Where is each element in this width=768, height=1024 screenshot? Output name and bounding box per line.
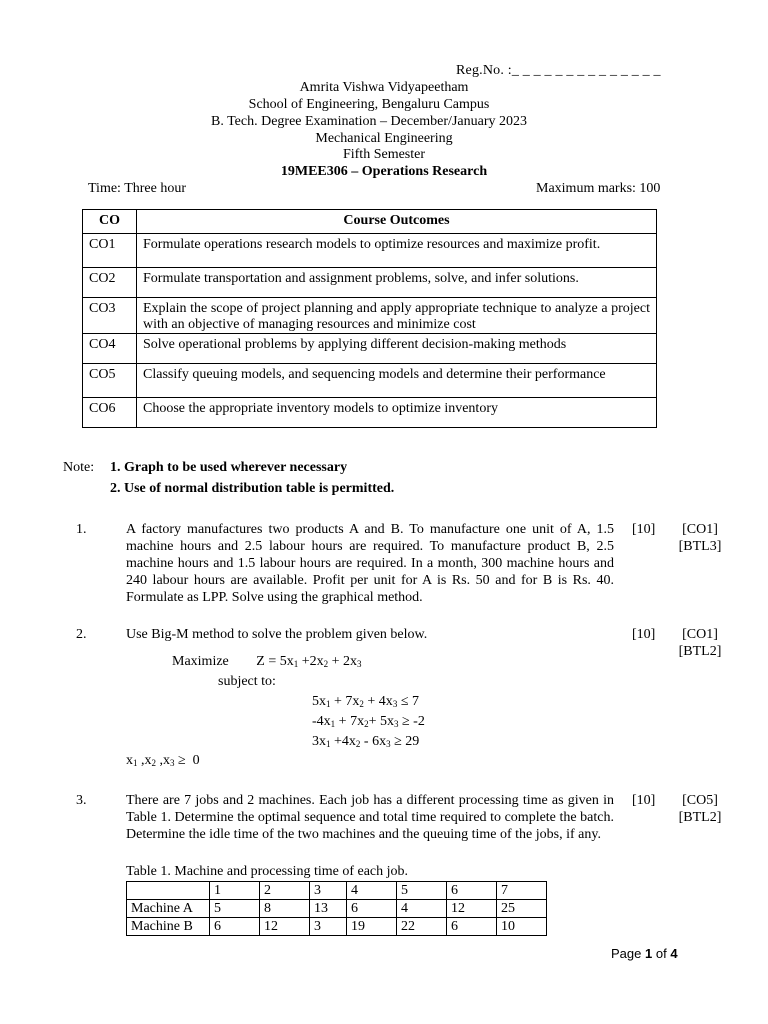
reg-no: Reg.No. :_ _ _ _ _ _ _ _ _ _ _ _ _ _: [456, 63, 661, 78]
table-cell: 13: [310, 900, 347, 918]
objective-expression: $5x_1 +2x_2 + 2x_3$: [279, 654, 362, 669]
note-item-1: 1. Graph to be used wherever necessary: [110, 460, 348, 475]
question-number: 2.: [76, 627, 87, 642]
page-total: 4: [670, 946, 678, 961]
table-row: [83, 364, 657, 398]
question-marks: [10]: [632, 627, 656, 642]
table-cell: 10: [497, 918, 547, 936]
job-number: 4: [347, 882, 397, 900]
co-description: Formulate transportation and assignment problems, solve, and infer solutions.: [137, 268, 657, 298]
page-current: 1: [645, 946, 653, 961]
page-footer: [611, 946, 678, 961]
maximize-label: Maximize: [172, 654, 229, 669]
job-number: 6: [447, 882, 497, 900]
table-caption: Table 1. Machine and processing time of each job.: [126, 864, 409, 879]
table-row: [83, 234, 657, 268]
note-label: Note:: [63, 460, 95, 475]
table-cell: 5: [210, 900, 260, 918]
table-cell: 8: [260, 900, 310, 918]
table-row: [83, 298, 657, 334]
question-number: 3.: [76, 793, 87, 808]
table-cell: 12: [260, 918, 310, 936]
processing-time-table: [126, 881, 547, 936]
question-btl: [BTL2]: [678, 644, 722, 659]
table-row: [83, 398, 657, 428]
exam-time: Time: Three hour: [88, 181, 186, 196]
job-number: 3: [310, 882, 347, 900]
table-cell: 6: [447, 918, 497, 936]
table-cell: 19: [347, 918, 397, 936]
outcomes-header: Course Outcomes: [137, 210, 657, 234]
question-text: A factory manufactures two products A and B. To manufacture one unit of A, 1.5 machine hours and 2.5 labour hours are required. To manufacture product B, 2.5 machine hours and 1.5 labour hours are required. In a month, 300 machine hours and 240 labour hours are available. Profit per unit for A is Rs. 50 and for B is Rs. 40. Formulate as LPP. Solve using the graphical method.: [126, 522, 614, 605]
university-name: Amrita Vishwa Vidyapeetham: [299, 80, 469, 95]
table-cell: [127, 882, 210, 900]
co-description: Choose the appropriate inventory models to optimize inventory: [137, 398, 657, 428]
table-cell: 3: [310, 918, 347, 936]
co-code: CO1: [83, 234, 137, 268]
co-code: CO5: [83, 364, 137, 398]
table-row: [127, 918, 547, 936]
job-number: 1: [210, 882, 260, 900]
table-cell: 6: [210, 918, 260, 936]
question-btl: [BTL3]: [678, 539, 722, 554]
co-description: Formulate operations research models to optimize resources and maximize profit.: [137, 234, 657, 268]
course-title: 19MEE306 – Operations Research: [280, 164, 488, 179]
table-cell: 12: [447, 900, 497, 918]
question-text: There are 7 jobs and 2 machines. Each job has a different processing time as given in Table 1. Determine the optimal sequence and total time required to complete the batch. Determine the idle time of the two machines and the queuing time of the jobs, if any.: [126, 793, 614, 842]
co-code: CO6: [83, 398, 137, 428]
question-marks: [10]: [632, 522, 656, 537]
course-outcomes-table: [82, 209, 657, 428]
question-co: [CO1]: [682, 522, 718, 537]
department: Mechanical Engineering: [315, 131, 453, 146]
question-co: [CO5]: [682, 793, 718, 808]
co-header: CO: [83, 210, 137, 234]
table-cell: 25: [497, 900, 547, 918]
question-number: 1.: [76, 522, 87, 537]
semester: Fifth Semester: [342, 147, 426, 162]
table-header-row: [83, 210, 657, 234]
exam-title: B. Tech. Degree Examination – December/January 2023: [211, 114, 527, 129]
lpp-objective: [172, 653, 362, 670]
question-text: Use Big-M method to solve the problem given below.: [126, 627, 428, 642]
z-label: Z =: [256, 654, 277, 669]
non-negativity: $x_1$ $,x_2$ $,x_3 \ge 0$: [126, 753, 200, 768]
constraint-1: $5x_1 + 7x_2 + 4x_3 \le 7$: [312, 694, 419, 709]
page-label: Page: [611, 946, 642, 961]
table-cell: 22: [397, 918, 447, 936]
table-header-row: [127, 882, 547, 900]
constraint-3: $3x_1 +4x_2 - 6x_3 \ge 29$: [312, 734, 420, 749]
co-description: Solve operational problems by applying different decision-making methods: [137, 334, 657, 364]
job-number: 7: [497, 882, 547, 900]
job-number: 2: [260, 882, 310, 900]
page-of: of: [655, 946, 667, 961]
table-row: [83, 334, 657, 364]
co-description: Explain the scope of project planning and apply appropriate technique to analyze a project with an objective of managing resources and minimize cost: [137, 298, 657, 334]
job-number: 5: [397, 882, 447, 900]
co-code: CO4: [83, 334, 137, 364]
machine-label: Machine A: [127, 900, 210, 918]
machine-label: Machine B: [127, 918, 210, 936]
co-code: CO3: [83, 298, 137, 334]
table-row: [127, 900, 547, 918]
note-item-2: 2. Use of normal distribution table is permitted.: [110, 481, 395, 496]
school-name: School of Engineering, Bengaluru Campus: [248, 97, 490, 112]
question-btl: [BTL2]: [678, 810, 722, 825]
constraint-2: $-4x_1 + 7x_2+ 5x_3 \ge -2$: [312, 714, 425, 729]
table-cell: 6: [347, 900, 397, 918]
co-description: Classify queuing models, and sequencing models and determine their performance: [137, 364, 657, 398]
question-marks: [10]: [632, 793, 656, 808]
question-co: [CO1]: [682, 627, 718, 642]
co-code: CO2: [83, 268, 137, 298]
table-row: [83, 268, 657, 298]
table-cell: 4: [397, 900, 447, 918]
maximum-marks: Maximum marks: 100: [536, 181, 661, 196]
subject-to-label: subject to:: [218, 674, 276, 689]
